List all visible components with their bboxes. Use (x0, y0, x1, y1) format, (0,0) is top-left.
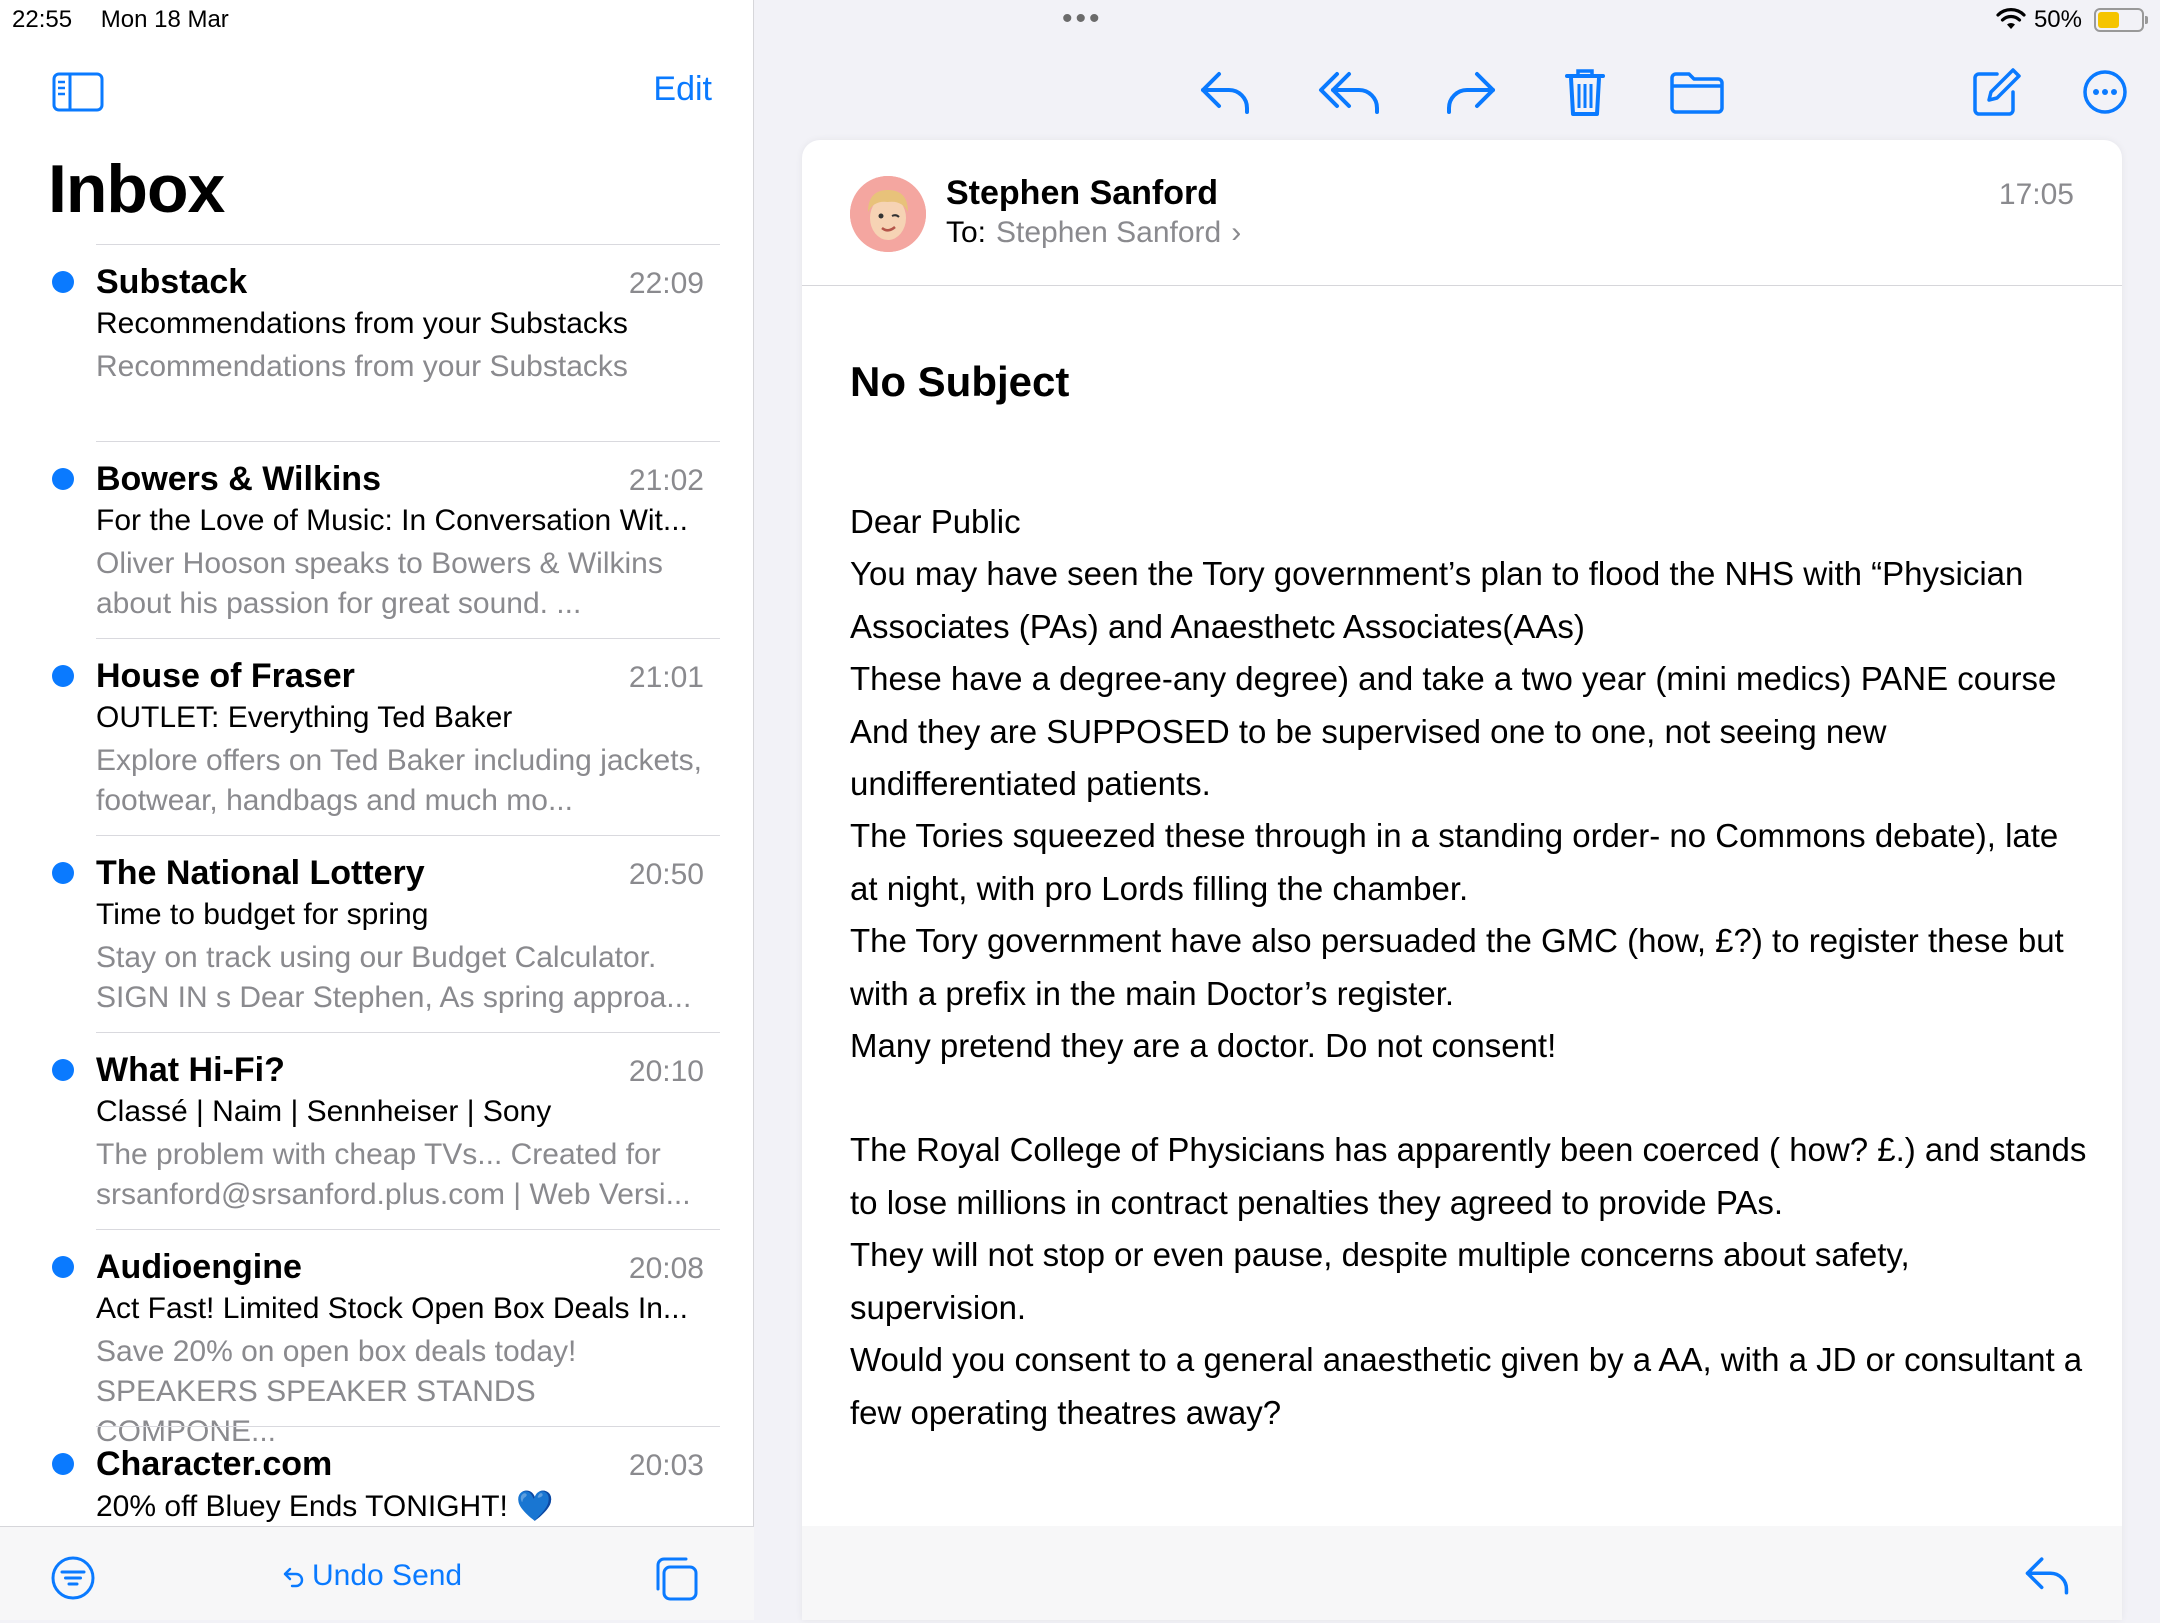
reply-button[interactable] (1197, 66, 1253, 118)
message-subject: OUTLET: Everything Ted Baker (96, 701, 513, 734)
compose-button[interactable] (1967, 66, 2023, 118)
message-preview: Stay on track using our Budget Calculator. SIGN IN s Dear Stephen, As spring approa... (96, 941, 692, 1014)
sidebar-icon (52, 72, 104, 112)
message-sender: What Hi-Fi? (96, 1051, 285, 1089)
message-sender: Bowers & Wilkins (96, 460, 381, 498)
message-time: 20:50 (628, 858, 704, 891)
message-time: 20:08 (628, 1252, 704, 1285)
message-list-item[interactable] (96, 441, 720, 638)
drafts-stack-button[interactable] (652, 1555, 700, 1603)
status-date: Mon 18 Mar (100, 6, 229, 33)
message-preview: Oliver Hooson speaks to Bowers & Wilkins about his passion for great sound. ... (96, 547, 663, 620)
unread-dot-icon (52, 1453, 74, 1475)
recipient-name[interactable]: Stephen Sanford (996, 216, 1222, 249)
body-paragraph: The Royal College of Physicians has apparently been coerced ( how? £.) and stands to lose millions in contract penalties they agreed to provide PAs. (850, 1131, 2087, 1221)
more-options-button[interactable] (2077, 66, 2133, 118)
body-paragraph: Many pretend they are a doctor. Do not consent! (850, 1027, 1557, 1065)
message-header (802, 140, 2122, 286)
filter-button[interactable] (50, 1555, 96, 1601)
message-sender: Substack (96, 263, 248, 301)
undo-icon (282, 1564, 306, 1588)
reply-icon (2020, 1552, 2074, 1598)
unread-dot-icon (52, 665, 74, 687)
message-subject: Act Fast! Limited Stock Open Box Deals In... (96, 1292, 688, 1325)
trash-button[interactable] (1557, 66, 1613, 118)
body-paragraph: And they are SUPPOSED to be supervised one to one, not seeing new undifferentiated patients. (850, 712, 1887, 803)
message-time: 20:03 (628, 1449, 704, 1482)
battery-percent: 50% (2033, 6, 2082, 33)
message-subject: Recommendations from your Substacks (96, 307, 628, 340)
message-time: 21:01 (628, 661, 704, 694)
filter-icon (50, 1555, 96, 1601)
unread-dot-icon (52, 468, 74, 490)
forward-button[interactable] (1443, 66, 1499, 118)
status-time: 22:55 (12, 6, 73, 33)
body-paragraph: Would you consent to a general anaesthetic given by a AA, with a JD or consultant a few operating theatres away? (850, 1341, 2083, 1431)
message-list-item[interactable] (96, 244, 720, 441)
message-view (802, 140, 2122, 1620)
message-subject: Time to budget for spring (96, 898, 429, 931)
message-list-item[interactable] (96, 1229, 720, 1448)
message-list (0, 244, 754, 1526)
body-spacer (850, 1072, 2090, 1124)
message-toolbar (755, 60, 2160, 130)
reply-all-button[interactable] (1317, 66, 1383, 118)
forward-icon (1443, 66, 1499, 118)
message-time: 21:02 (628, 464, 704, 497)
body-paragraph: Dear Public (850, 503, 1021, 540)
message-time: 20:10 (628, 1055, 704, 1088)
folder-icon (1667, 66, 1727, 118)
sidebar-toggle-button[interactable] (52, 72, 104, 112)
multitasking-handle[interactable]: ••• (1062, 2, 1103, 35)
body-paragraph: These have a degree-any degree) and take a two year (mini medics) PANE course (850, 660, 2057, 698)
body-paragraph: You may have seen the Tory government’s plan to flood the NHS with “Physician Associates (PAs) and Anaesthetc Associates(AAs) (850, 555, 2024, 645)
unread-dot-icon (52, 1059, 74, 1081)
message-sender: Character.com (96, 1445, 333, 1483)
unread-dot-icon (52, 1256, 74, 1278)
message-subject: Classé | Naim | Sennheiser | Sony (96, 1095, 552, 1128)
memoji-avatar-icon (850, 176, 926, 252)
message-list-item[interactable] (96, 835, 720, 1032)
compose-icon (1967, 66, 2023, 118)
stacked-windows-icon (652, 1555, 700, 1603)
mailbox-bottom-bar (0, 1526, 754, 1620)
body-paragraph: The Tories squeezed these through in a standing order- no Commons debate), late at night, with pro Lords filling the chamber. (850, 817, 2059, 907)
unread-dot-icon (52, 271, 74, 293)
message-body (850, 496, 2090, 1439)
trash-icon (1557, 66, 1613, 118)
message-preview: Explore offers on Ted Baker including jackets, footwear, handbags and much mo... (96, 744, 702, 817)
body-paragraph: They will not stop or even pause, despite multiple concerns about safety, supervision. (850, 1236, 1910, 1326)
message-subject: No Subject (850, 358, 1070, 405)
sender-name[interactable]: Stephen Sanford (946, 174, 1219, 212)
message-preview: Save 20% on open box deals today! SPEAKERS SPEAKER STANDS COMPONE... (96, 1335, 577, 1448)
message-subject: For the Love of Music: In Conversation Wit... (96, 504, 688, 537)
mailbox-pane (0, 0, 754, 1620)
footer-reply-button[interactable] (2020, 1552, 2074, 1598)
more-icon (2077, 66, 2133, 118)
reply-all-icon (1317, 66, 1383, 118)
wifi-icon (1996, 9, 2026, 31)
message-list-item[interactable] (96, 638, 720, 835)
message-sender: House of Fraser (96, 657, 355, 695)
sender-avatar[interactable] (850, 176, 926, 252)
undo-send-button[interactable] (282, 1559, 462, 1593)
to-label: To: (946, 216, 987, 249)
message-preview: Recommendations from your Substacks (96, 350, 628, 383)
status-bar (0, 0, 2160, 40)
body-paragraph: The Tory government have also persuaded the GMC (how, £?) to register these but with a prefix in the main Doctor’s register. (850, 922, 2064, 1012)
message-time: 22:09 (628, 267, 704, 300)
battery-icon (2094, 8, 2144, 32)
message-preview: The problem with cheap TVs... Created for srsanford@srsanford.plus.com | Web Versi... (96, 1138, 691, 1211)
message-footer (802, 1526, 2122, 1620)
chevron-right-icon: › (1231, 216, 1242, 249)
unread-dot-icon (52, 862, 74, 884)
message-time: 17:05 (1998, 178, 2074, 211)
move-to-folder-button[interactable] (1667, 66, 1727, 118)
undo-send-label: Undo Send (312, 1559, 463, 1592)
message-list-item[interactable] (96, 1032, 720, 1229)
mailbox-title: Inbox (48, 151, 225, 227)
message-sender: The National Lottery (96, 854, 425, 892)
message-sender: Audioengine (96, 1248, 302, 1286)
message-subject: 20% off Bluey Ends TONIGHT! 💙 (96, 1490, 554, 1523)
edit-button[interactable]: Edit (653, 70, 712, 108)
reply-icon (1197, 66, 1253, 118)
recipient-line[interactable] (946, 216, 1241, 250)
